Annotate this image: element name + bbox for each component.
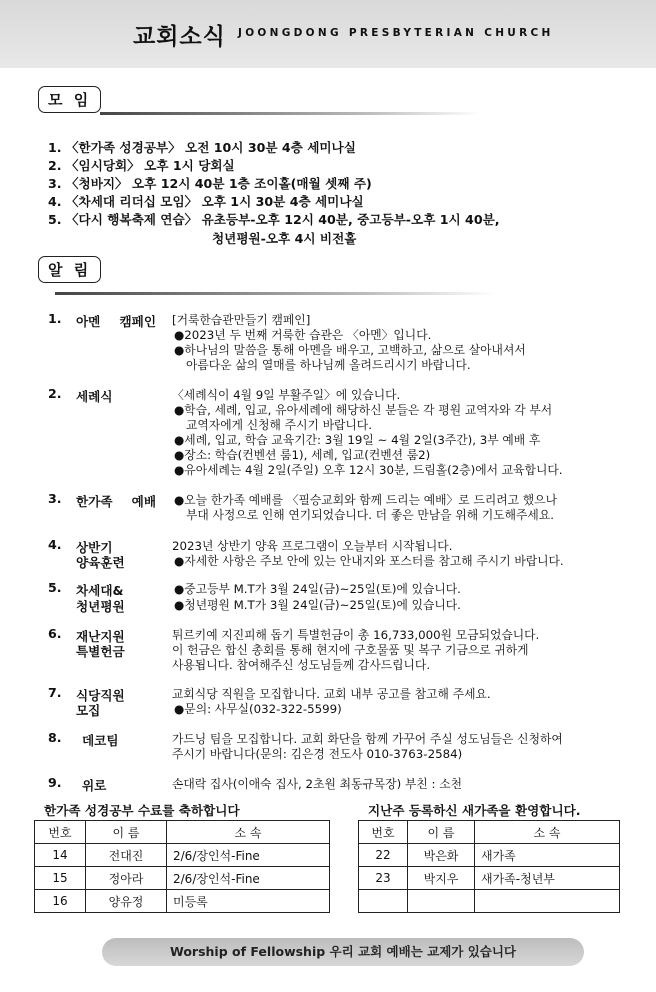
table-row	[359, 867, 620, 890]
table-row	[359, 890, 620, 913]
notice-label: 모집	[76, 703, 101, 718]
notice-text: ●문의: 사무실(032-322-5599)	[174, 702, 342, 716]
notice-text: ●청년평원 M.T가 3월 24일(금)~25일(토)에 있습니다.	[174, 598, 461, 612]
cell-name	[408, 890, 475, 913]
section-tab-meetings: 모 임	[38, 86, 101, 113]
notice-text: ●유아세례는 4월 2일(주일) 오후 12시 30분, 드림홀(2층)에서 교육합니다.	[174, 463, 563, 477]
cell-number	[359, 890, 408, 913]
cell-number: 15	[35, 867, 86, 890]
cell-affiliation	[475, 890, 620, 913]
section-divider	[100, 112, 480, 115]
meeting-item: 1. 〈한가족 성경공부〉 오전 10시 30분 4층 세미나실	[48, 140, 356, 155]
notice-text: ●오늘 한가족 예배를 〈필승교회와 함께 드리는 예배〉로 드리려고 했으나	[174, 493, 557, 507]
column-header: 이 름	[86, 821, 167, 844]
notice-text: ●세례, 입교, 학습 교육기간: 3월 19일 ~ 4월 2일(3주간), 3부 예배 후	[174, 433, 541, 447]
cell-name: 전대진	[86, 844, 167, 867]
table-header-row	[35, 821, 330, 844]
meeting-item: 5. 〈다시 행복축제 연습〉 유초등부-오후 12시 40분, 중고등부-오후 1시 40분,	[48, 212, 500, 227]
notice-text: [거룩한습관만들기 캠페인]	[172, 313, 311, 327]
header-banner	[0, 0, 656, 68]
notice-label: 한가족 예배	[76, 494, 156, 509]
table-title-newcomers: 지난주 등록하신 새가족을 환영합니다.	[368, 803, 581, 818]
table-title-graduates: 한가족 성경공부 수료를 축하합니다	[44, 803, 240, 818]
table-row	[359, 844, 620, 867]
column-header: 소 속	[167, 821, 330, 844]
section-divider	[55, 292, 495, 295]
cell-name: 박은화	[408, 844, 475, 867]
meeting-item: 3. 〈청바지〉 오후 12시 40분 1층 조이홀(매월 셋째 주)	[48, 176, 372, 191]
cell-number: 14	[35, 844, 86, 867]
column-header: 번호	[359, 821, 408, 844]
column-header: 이 름	[408, 821, 475, 844]
notice-label: 아멘 캠페인	[76, 314, 156, 329]
notice-text: ●장소: 학습(컨벤션 룸1), 세례, 입교(컨벤션 룸2)	[174, 448, 431, 462]
newcomers-table	[358, 820, 620, 913]
notice-text: ●하나님의 말씀을 통해 아멘을 배우고, 고백하고, 삶으로 살아내셔서	[174, 343, 526, 357]
notice-number: 3.	[48, 491, 62, 506]
notice-text: 튀르키예 지진피해 돕기 특별헌금이 총 16,733,000원 모금되었습니다.	[172, 628, 540, 642]
notice-text: 주시기 바랍니다(문의: 김은경 전도사 010-3763-2584)	[172, 747, 463, 761]
notice-label: 재난지원	[76, 629, 125, 644]
section-tab-notices: 알 림	[38, 256, 101, 283]
meeting-item-continued: 청년평원-오후 4시 비전홀	[212, 231, 357, 246]
table-row	[35, 867, 330, 890]
cell-name: 박지우	[408, 867, 475, 890]
notice-text: 교역자에게 신청해 주시기 바랍니다.	[186, 418, 372, 432]
cell-affiliation: 미등록	[167, 890, 330, 913]
notice-number: 7.	[48, 685, 62, 700]
table-row	[35, 890, 330, 913]
notice-text: ●자세한 사항은 주보 안에 있는 안내지와 포스터를 참고해 주시기 바랍니다.	[174, 554, 564, 568]
table-header-row	[359, 821, 620, 844]
notice-text: 가드닝 팀을 모집합니다. 교회 화단을 함께 가꾸어 주실 성도님들은 신청하여	[172, 732, 563, 746]
notice-text: ●학습, 세례, 입교, 유아세례에 해당하신 분들은 각 평원 교역자와 각 부서	[174, 403, 553, 417]
notice-text: 아름다운 삶의 열매를 하나님께 올려드리시기 바랍니다.	[186, 358, 471, 372]
notice-text: 〈세례식이 4월 9일 부활주일〉에 있습니다.	[172, 388, 401, 402]
cell-number: 23	[359, 867, 408, 890]
notice-number: 5.	[48, 580, 62, 595]
meeting-item: 2. 〈임시당회〉 오후 1시 당회실	[48, 158, 235, 173]
notice-label: 특별헌금	[76, 644, 125, 659]
page-title: 교회소식	[133, 24, 226, 50]
cell-name: 양유정	[86, 890, 167, 913]
notice-label: 청년평원	[76, 599, 125, 614]
cell-affiliation: 새가족-청년부	[475, 867, 620, 890]
cell-number: 16	[35, 890, 86, 913]
footer-banner: Worship of Fellowship 우리 교회 예배는 교제가 있습니다	[102, 938, 584, 966]
notice-text: 손대락 집사(이애숙 집사, 2초원 최동규목장) 부친 : 소천	[172, 777, 462, 791]
cell-affiliation: 2/6/장인석-Fine	[167, 844, 330, 867]
notice-number: 2.	[48, 386, 62, 401]
notice-label: 양육훈련	[76, 555, 125, 570]
cell-number: 22	[359, 844, 408, 867]
cell-affiliation: 2/6/장인석-Fine	[167, 867, 330, 890]
notice-label: 차세대&	[76, 583, 124, 598]
notice-number: 9.	[48, 775, 62, 790]
notice-label: 식당직원	[76, 688, 125, 703]
cell-affiliation: 새가족	[475, 844, 620, 867]
notice-text: 교회식당 직원을 모집합니다. 교회 내부 공고를 참고해 주세요.	[172, 687, 491, 701]
notice-text: 부대 사정으로 인해 연기되었습니다. 더 좋은 만남을 위해 기도해주세요.	[186, 508, 554, 522]
notice-text: ●중고등부 M.T가 3월 24일(금)~25일(토)에 있습니다.	[174, 582, 461, 596]
meeting-item: 4. 〈차세대 리더십 모임〉 오후 1시 30분 4층 세미나실	[48, 194, 364, 209]
notice-label: 데코팀	[82, 733, 119, 748]
notice-number: 1.	[48, 311, 62, 326]
notice-number: 4.	[48, 537, 62, 552]
graduates-table	[34, 820, 330, 913]
notice-text: 사용됩니다. 참여해주신 성도님들께 감사드립니다.	[172, 658, 431, 672]
column-header: 소 속	[475, 821, 620, 844]
notice-text: ●2023년 두 번째 거룩한 습관은 〈아멘〉입니다.	[174, 328, 432, 342]
notice-text: 2023년 상반기 양육 프로그램이 오늘부터 시작됩니다.	[172, 539, 453, 553]
table-row	[35, 844, 330, 867]
notice-label: 상반기	[76, 540, 113, 555]
notice-text: 이 헌금은 합신 총회를 통해 현지에 구호물품 및 복구 기금으로 귀하게	[172, 643, 529, 657]
church-name: JOONGDONG PRESBYTERIAN CHURCH	[238, 27, 554, 39]
notice-number: 6.	[48, 626, 62, 641]
notice-label: 위로	[82, 778, 107, 793]
cell-name: 정아라	[86, 867, 167, 890]
column-header: 번호	[35, 821, 86, 844]
notice-label: 세례식	[76, 389, 113, 404]
notice-number: 8.	[48, 730, 62, 745]
